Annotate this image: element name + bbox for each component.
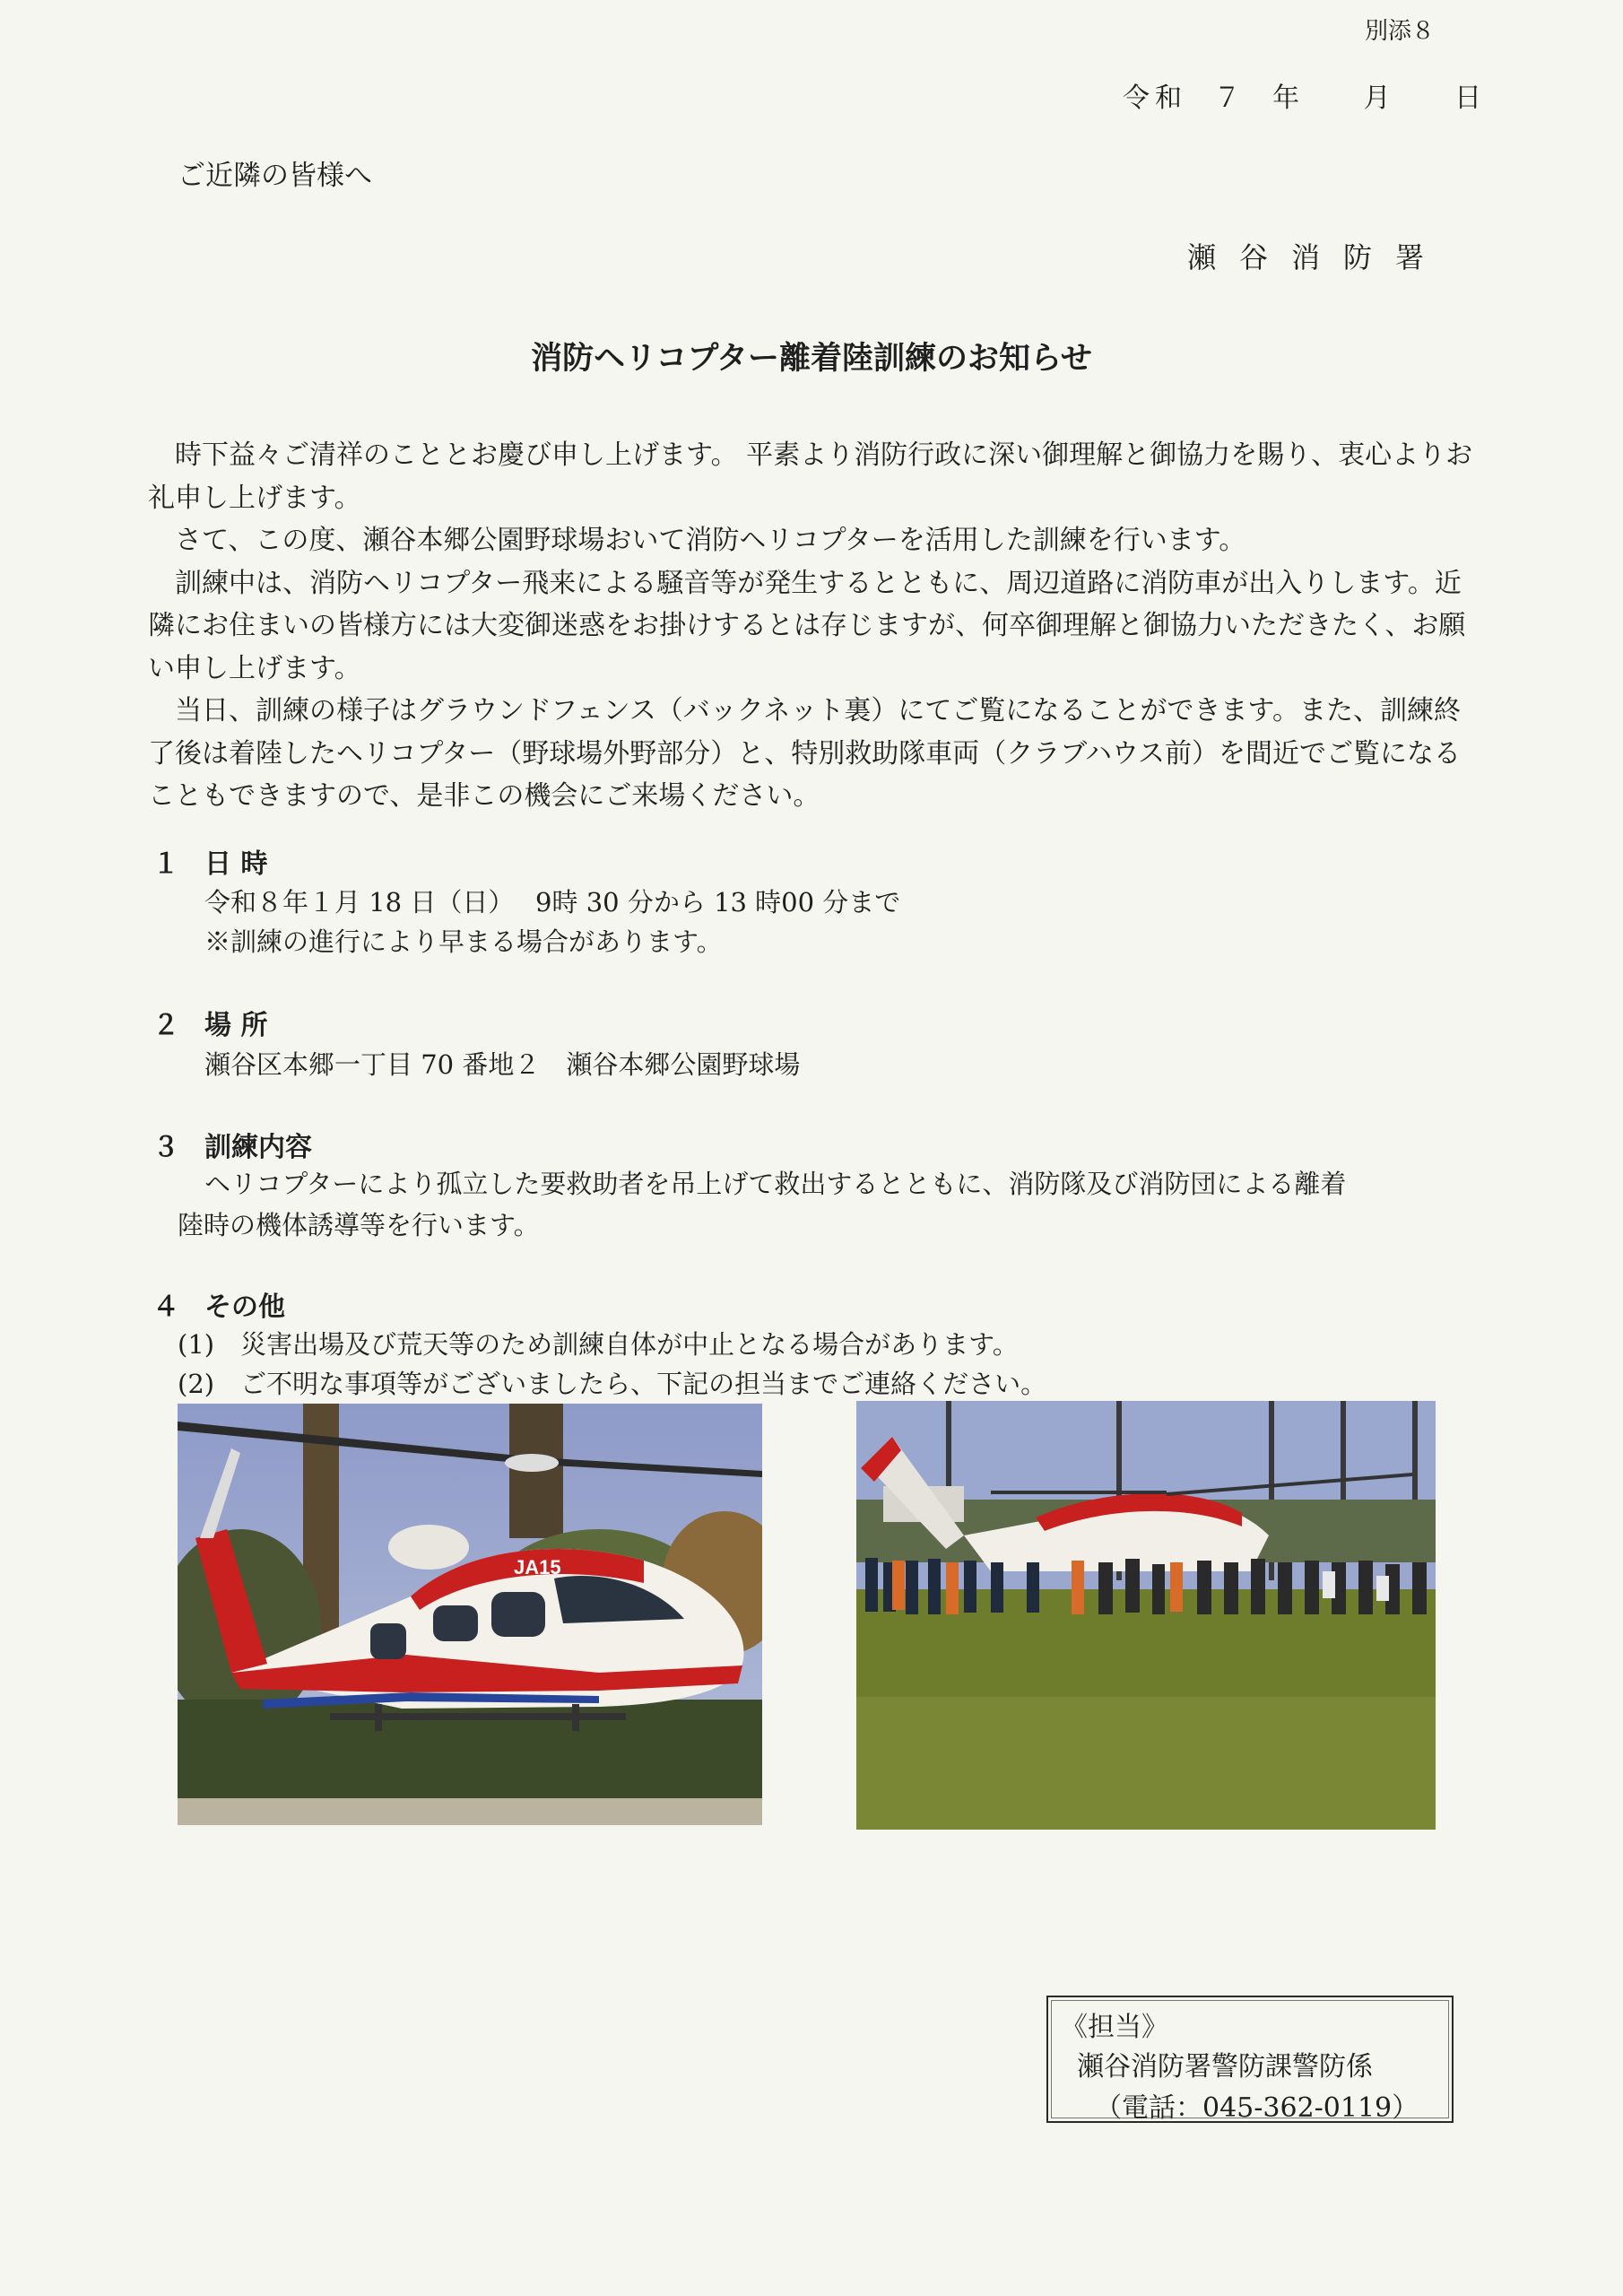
intro-paragraph: 訓練中は、消防ヘリコプター飛来による騒音等が発生するとともに、周辺道路に消防車が出入りします。近隣にお住まいの皆様方には大変御迷惑をお掛けするとは存じますが、何卒御理解と御協力いただきたく、お願い申し上げます。 bbox=[148, 567, 1466, 684]
datetime-note: ※訓練の進行により早まる場合があります。 bbox=[204, 926, 723, 957]
content-line: 陸時の機体誘導等を行います。 bbox=[178, 1210, 540, 1240]
section-title: 場 所 bbox=[204, 1010, 268, 1041]
contact-box bbox=[1046, 1996, 1454, 2123]
section-number: ２ bbox=[152, 1010, 179, 1041]
heli-registration: JA15 bbox=[514, 1556, 561, 1578]
intro-paragraph: 時下益々ご清祥のこととお慶び申し上げます。 平素より消防行政に深い御理解と御協力を賜り、衷心よりお礼申し上げます。 bbox=[148, 439, 1473, 514]
sender: 瀬谷消防署 bbox=[1187, 240, 1448, 274]
contact-department: 瀬谷消防署警防課警防係 bbox=[1077, 2051, 1373, 2083]
intro-text bbox=[148, 434, 1475, 818]
notice-date: 令和 ７ 年 月 日 bbox=[1123, 83, 1488, 114]
recipient: ご近隣の皆様へ bbox=[178, 160, 372, 192]
intro-paragraph: さて、この度、瀬谷本郷公園野球場おいて消防ヘリコプターを活用した訓練を行います。 bbox=[175, 525, 1246, 556]
helicopter-crowd-photo bbox=[856, 1401, 1436, 1830]
section-number: １ bbox=[152, 848, 179, 880]
attachment-ref: 別添８ bbox=[1364, 18, 1435, 45]
other-item: (1) 災害出場及び荒天等のため訓練自体が中止となる場合があります。 bbox=[178, 1329, 1019, 1360]
place-line: 瀬谷区本郷一丁目 70 番地２ 瀬谷本郷公園野球場 bbox=[204, 1049, 801, 1080]
helicopter-photo bbox=[178, 1404, 762, 1825]
contact-phone: （電話：045-362-0119） bbox=[1095, 2092, 1419, 2124]
datetime-line: 令和８年１月 18 日（日） 9時 30 分から 13 時00 分まで bbox=[204, 887, 901, 918]
section-datetime-heading bbox=[152, 841, 267, 881]
page-title: 消防ヘリコプター離着陸訓練のお知らせ bbox=[531, 341, 1092, 377]
section-place-heading bbox=[152, 1003, 267, 1042]
section-title: 訓練内容 bbox=[204, 1132, 312, 1163]
section-title: その他 bbox=[204, 1292, 285, 1323]
other-item: (2) ご不明な事項等がございましたら、下記の担当までご連絡ください。 bbox=[178, 1369, 1047, 1399]
contact-label: 《担当》 bbox=[1061, 2012, 1168, 2043]
section-content-heading bbox=[152, 1125, 312, 1164]
section-other-heading bbox=[152, 1284, 285, 1324]
content-line: ヘリコプターにより孤立した要救助者を吊上げて救出するとともに、消防隊及び消防団による離着 bbox=[204, 1169, 1347, 1199]
intro-paragraph: 当日、訓練の様子はグラウンドフェンス（バックネット裏）にてご覧になることができます。また、訓練終了後は着陸したヘリコプター（野球場外野部分）と、特別救助隊車両（クラブハウス前）を間近でご覧になることもできますので、是非この機会にご来場ください。 bbox=[148, 695, 1461, 812]
section-number: ４ bbox=[152, 1292, 179, 1323]
section-title: 日 時 bbox=[204, 848, 268, 880]
section-number: ３ bbox=[152, 1132, 179, 1163]
